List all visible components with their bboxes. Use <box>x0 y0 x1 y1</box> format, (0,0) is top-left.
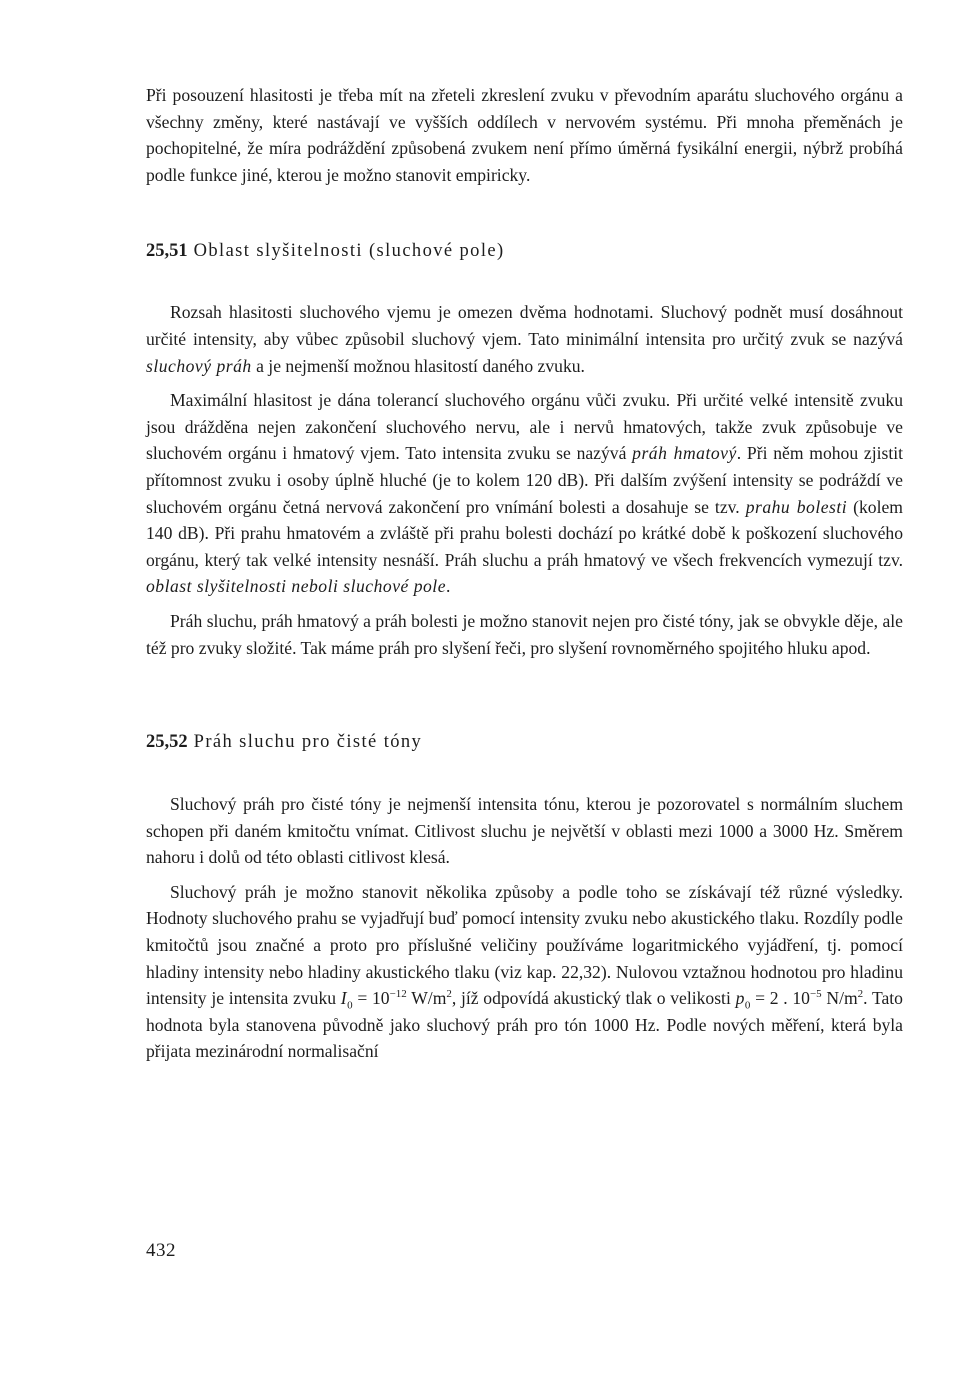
paragraph <box>146 387 903 600</box>
text-run: , jíž odpovídá akustický tlak o velikosti <box>451 988 736 1009</box>
paragraph <box>146 299 903 379</box>
paragraph <box>146 879 903 1065</box>
text-run: . Tato hodnota byla stanovena původně jako sluchový práh pro tón 1000 Hz. Podle nových měření, která byla přijata mezinárodní normalisační <box>146 988 903 1062</box>
symbol-pressure: p <box>735 988 745 1009</box>
term-emphasis: prahu bolesti <box>745 496 848 517</box>
term-emphasis: oblast slyšitelnosti neboli sluchové pole <box>146 576 447 597</box>
text-run: Maximální hlasitost je dána tolerancí sluchového orgánu vůči zvuku. Při určité velké intensitě zvuku jsou drážděna nejen zakončení sluchového nervu, ale i nervů hmatových, takže zvuk způsobuje ve sluchovém orgánu i hmatový vjem. Tato intensita zvuku se nazývá <box>146 390 903 464</box>
text-run: . Při něm mohou zjistit přítomnost zvuku i osoby úplně hluché (je to kolem 120 dB). Při dalším zvýšení intensity se podráždí ve sluchovém orgánu četná nervová zakončení pro vnímání bolesti a dosahuje se tzv. <box>146 443 903 517</box>
subscript: 0 <box>744 999 751 1012</box>
text-run: . <box>446 576 451 597</box>
text-run: Sluchový práh je možno stanovit několika způsoby a podle toho se získávají též různé výsledky. Hodnoty sluchového prahu se vyjadřují buď pomocí intensity zvuku nebo akustického tlaku. Rozdíly podle kmitočtů jsou značné a proto pro příslušné veličiny používáme logaritmického vyjádření, tj. pomocí hladiny intensity nebo hladiny akustického tlaku (viz kap. 22,32). Nulovou vztažnou hodnotou pro hladinu intensity je intensita zvuku <box>146 881 903 1009</box>
superscript: −5 <box>809 988 822 1001</box>
term-emphasis: práh hmatový <box>632 443 737 464</box>
superscript: −12 <box>389 988 407 1001</box>
text-run: = 2 . 10 <box>750 988 810 1009</box>
text-run: = 10 <box>352 988 390 1009</box>
section-title: Oblast slyšitelnosti (sluchové pole) <box>193 241 505 262</box>
section-number: 25,52 <box>146 732 188 753</box>
symbol-intensity: I <box>340 988 348 1009</box>
page-content <box>146 82 903 1065</box>
section-number: 25,51 <box>146 241 188 262</box>
section-heading-25-51 <box>146 238 903 264</box>
intro-paragraph: Při posouzení hlasitosti je třeba mít na zřeteli zkreslení zvuku v převodním aparátu sluchového orgánu a všechny změny, které nastávají ve vyšších oddílech v nervovém systému. Při mnoha přeměnách je pochopitelné, že míra podráždění způsobená zvukem není přímo úměrná fysikální energii, nýbrž probíhá podle funkce jiné, kterou je možno stanovit empiricky. <box>146 85 903 185</box>
text-run: Rozsah hlasitosti sluchového vjemu je omezen dvěma hodnotami. Sluchový podnět musí dosáhnout určité intensity, aby vůbec způsobil sluchový vjem. Tato minimální intensita pro určitý zvuk se nazývá <box>146 302 903 349</box>
paragraph: Práh sluchu, práh hmatový a práh bolesti je možno stanovit nejen pro čisté tóny, jak se obvykle děje, ale též pro zvuky složité. Tak máme práh pro slyšení řeči, pro slyšení rovnoměrného spojitého hluku apod. <box>146 610 903 658</box>
section-heading-25-52 <box>146 729 903 755</box>
term-emphasis: sluchový práh <box>146 355 252 376</box>
subscript: 0 <box>347 999 353 1012</box>
text-run: N/m <box>821 988 858 1009</box>
paragraph: Sluchový práh pro čisté tóny je nejmenší intensita tónu, kterou je pozorovatel s normálním sluchem schopen při daném kmitočtu vnímat. Citlivost sluchu je největší v oblasti mezi 1000 a 3000 Hz. Směrem nahoru i dolů od této oblasti citlivost klesá. <box>146 794 903 868</box>
text-run: (kolem 140 dB). Při prahu hmatovém a zvláště při prahu bolesti dochází po krátké době k poškození sluchového orgánu, který tak velké intensity nesnáší. Práh sluchu a práh hmatový ve všech frekvencích vymezují tzv. <box>146 496 903 570</box>
superscript: 2 <box>446 988 452 1001</box>
text-run: a je nejmenší možnou hlasitostí daného zvuku. <box>251 355 585 376</box>
text-run: W/m <box>406 988 447 1009</box>
superscript: 2 <box>857 988 864 1001</box>
page-number: 432 <box>146 1240 176 1261</box>
section-title: Práh sluchu pro čisté tóny <box>193 732 423 753</box>
